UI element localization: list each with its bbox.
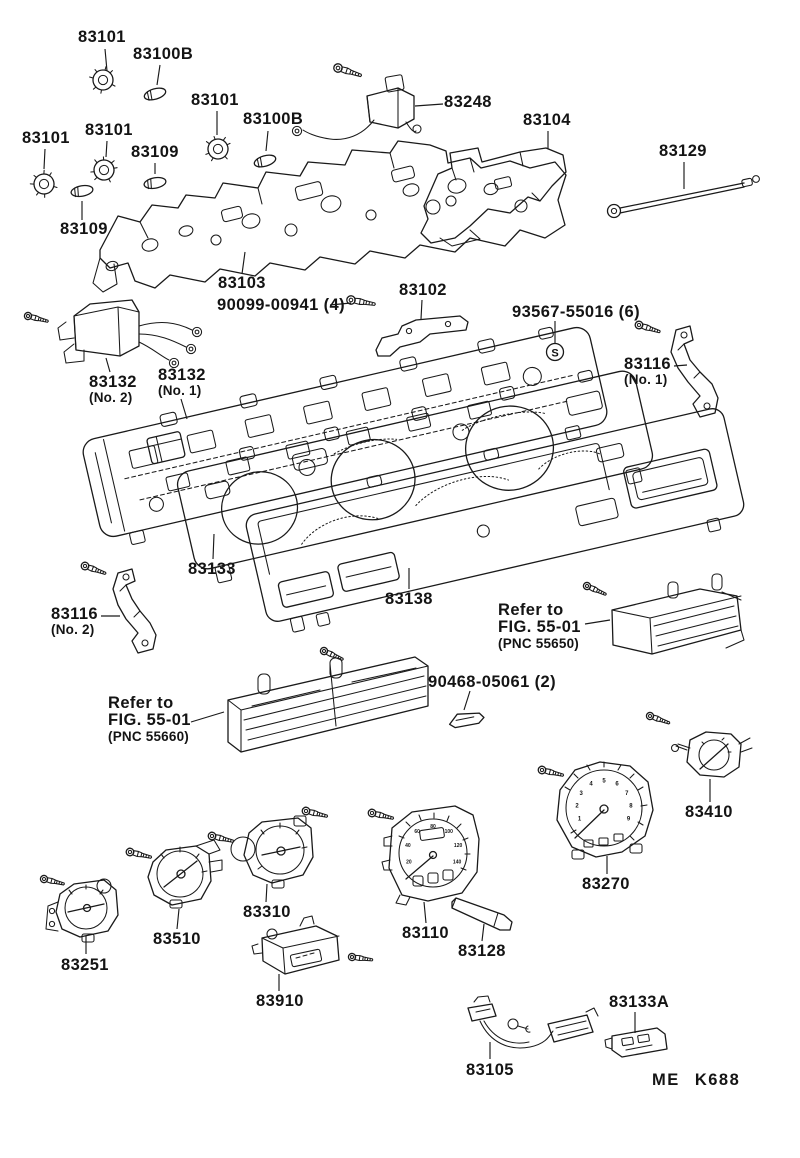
part-label-line: 83410 [685,803,733,821]
part-label-line: 83103 [218,274,266,292]
dial-number: 100 [444,829,453,836]
dial-number: 20 [406,859,412,866]
part-label-line: 83132 [89,373,137,391]
label-83133 [188,561,236,578]
part-83510-gauge [125,840,222,908]
dial-number: 5 [602,778,606,785]
label-90099-00941 [217,297,345,314]
part-label-line: 83102 [399,281,447,299]
dial-number: 40 [405,843,411,849]
s-mark-glyph: S [551,347,559,360]
label-83110 [402,925,449,942]
vent-pnc-55650 [582,574,744,654]
part-label-line: Refer to [108,694,174,712]
label-83132-no2 [89,374,137,405]
part-label-line: (No. 2) [89,390,133,406]
dial-number: 60 [414,829,420,836]
part-83138-bezel [242,397,750,638]
part-label-line: 83116 [51,605,98,623]
part-label-line: 83133 [188,560,236,578]
label-83251 [61,957,109,974]
part-label-line: 83104 [523,111,571,129]
leader-lines [44,49,710,1059]
part-label-line: 83105 [466,1061,514,1079]
part-label-line: (No. 1) [624,372,668,388]
part-90468-clip [448,711,484,729]
label-83129 [659,143,707,160]
dial-number: 6 [615,781,619,788]
part-83910-clock [252,916,373,974]
label-refer-55650 [498,602,581,651]
label-83248 [444,94,492,111]
part-label-line: 83510 [153,930,201,948]
part-label-line: 83133A [609,993,670,1011]
label-83910 [256,993,304,1010]
label-83133a [609,994,669,1011]
part-83128-shaft [452,898,512,930]
cluster-rear-case [79,317,613,551]
dial-number: 2 [575,803,579,810]
label-83103 [218,275,266,292]
part-label-line: Refer to [498,601,564,619]
screw-mark-93567 [547,344,564,361]
label-83105 [466,1062,514,1079]
label-93567-55016 [512,304,640,321]
label-83104 [523,112,571,129]
label-83270 [582,876,630,893]
speedometer-dial-numbers [405,824,462,866]
part-label-line: 83109 [131,143,179,161]
label-83410 [685,804,733,821]
part-83133a-plate [605,1028,667,1057]
dial-number: 140 [452,859,462,866]
part-label-line: 83109 [60,220,108,238]
part-label-line: ME K688 [652,1071,741,1089]
part-label-line: 90099-00941 (4) [217,296,346,314]
part-label-line: 83310 [243,903,291,921]
tachometer-dial-numbers [575,778,633,822]
label-83138 [385,591,433,608]
part-label-line: 83270 [582,875,630,893]
part-83110-speedometer [367,806,479,905]
part-83103-circuit-plate [93,141,566,292]
part-label-line: 83101 [191,91,239,109]
part-83102-bracket [376,316,468,356]
part-83270-tachometer [537,762,653,859]
part-label-line: 83100B [133,45,194,63]
part-83105-harness [468,996,598,1048]
part-label-line: 83101 [78,28,126,46]
label-83101-4 [85,122,133,139]
label-83100b-2 [243,111,303,128]
part-label-line: 90468-05061 (2) [428,673,557,691]
part-83251-gauge [40,875,118,942]
part-label-line: (No. 1) [158,383,202,399]
part-label-line: 83100B [243,110,304,128]
part-label-line: 83248 [444,93,492,111]
label-83116-no2 [51,606,98,637]
part-label-line: 83116 [624,355,671,373]
figure-code [652,1072,740,1089]
part-label-line: 83138 [385,590,433,608]
part-label-line: FIG. 55-01 [498,618,581,637]
part-83310-gauge [207,806,328,888]
label-83109-1 [131,144,179,161]
dial-number: 120 [453,843,463,849]
label-83101-1 [78,29,126,46]
part-83132-no1-relay [146,431,185,464]
label-83310 [243,904,291,921]
part-label-line: 93567-55016 (6) [512,303,641,321]
part-label-line: (PNC 55660) [108,728,189,744]
dial-number: 9 [626,816,631,823]
label-83101-3 [22,130,70,147]
part-83410-gauge [645,711,752,777]
part-label-line: 83101 [85,121,133,139]
part-label-line: 83129 [659,142,707,160]
part-label-line: 83251 [61,956,109,974]
part-label-line: (No. 2) [51,622,95,638]
part-label-line: 83132 [158,366,206,384]
label-83109-2 [60,221,108,238]
part-83248-switch [292,63,421,140]
label-83102 [399,282,447,299]
part-label-line: 83910 [256,992,304,1010]
label-90468-05061 [428,674,556,691]
part-label-line: 83101 [22,129,70,147]
label-83101-2 [191,92,239,109]
part-83133-housing [173,359,659,587]
label-83100b-1 [133,46,193,63]
dial-number: 4 [589,781,593,788]
vent-pnc-55660 [228,646,428,752]
part-label-line: 83128 [458,942,506,960]
part-label-line: FIG. 55-01 [108,711,191,730]
label-83510 [153,931,201,948]
dial-number: 8 [629,803,633,810]
dial-number: 80 [430,823,436,830]
label-83132-no1 [158,367,206,398]
screw-90099-00941 [346,295,376,308]
part-label-line: 83110 [402,924,449,942]
label-83116-no1 [624,356,671,387]
dial-number: 7 [625,790,629,797]
label-83128 [458,943,506,960]
label-refer-55660 [108,695,191,744]
dial-number: 1 [577,816,582,823]
part-83104-plate [421,148,566,246]
part-label-line: (PNC 55650) [498,635,579,651]
dial-number: 3 [579,790,583,797]
part-83132-no2-relay [24,300,202,368]
